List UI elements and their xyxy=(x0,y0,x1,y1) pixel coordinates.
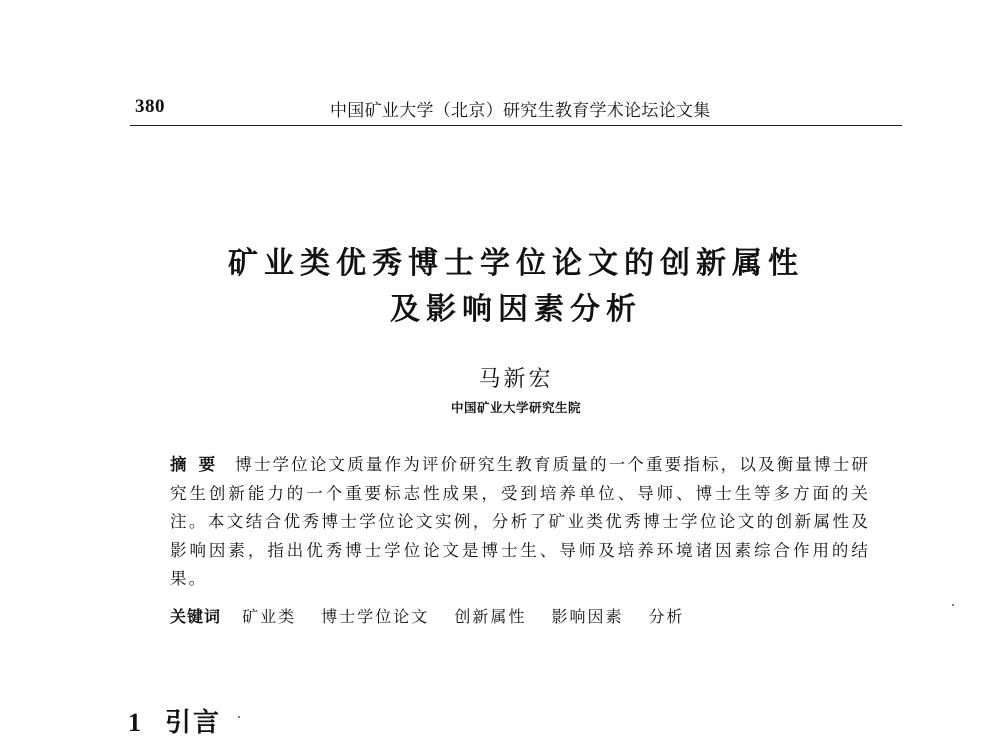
paper-title-line-2: 及影响因素分析 xyxy=(390,292,642,327)
keyword: 博士学位论文 xyxy=(321,607,430,626)
section-title: 引言 xyxy=(165,707,222,738)
scan-speck xyxy=(238,716,240,718)
running-header-title: 中国矿业大学（北京）研究生教育学术论坛论文集 xyxy=(330,101,711,121)
keywords xyxy=(170,604,703,627)
author-name: 马新宏 xyxy=(478,367,554,392)
section-number: 1 xyxy=(128,707,143,737)
abstract xyxy=(170,451,870,594)
header-rule xyxy=(130,125,902,126)
paper-title-line-1: 矿业类优秀博士学位论文的创新属性 xyxy=(228,246,804,281)
scan-speck xyxy=(952,604,954,606)
keyword: 创新属性 xyxy=(454,607,527,626)
abstract-label: 摘要 xyxy=(170,455,228,474)
keyword: 矿业类 xyxy=(242,607,297,626)
keywords-label: 关键词 xyxy=(170,607,222,626)
section-heading xyxy=(128,702,221,739)
abstract-text: 博士学位论文质量作为评价研究生教育质量的一个重要指标，以及衡量博士研究生创新能力的一个重要标志性成果，受到培养单位、导师、博士生等多方面的关注。本文结合优秀博士学位论文实例，分析了矿业类优秀博士学位论文的创新属性及影响因素，指出优秀博士学位论文是博士生、导师及培养环境诸因素综合作用的结果。 xyxy=(170,455,871,588)
page-number: 380 xyxy=(135,96,165,117)
keyword: 分析 xyxy=(648,607,685,626)
author-affiliation: 中国矿业大学研究生院 xyxy=(450,400,581,415)
keyword: 影响因素 xyxy=(551,607,624,626)
